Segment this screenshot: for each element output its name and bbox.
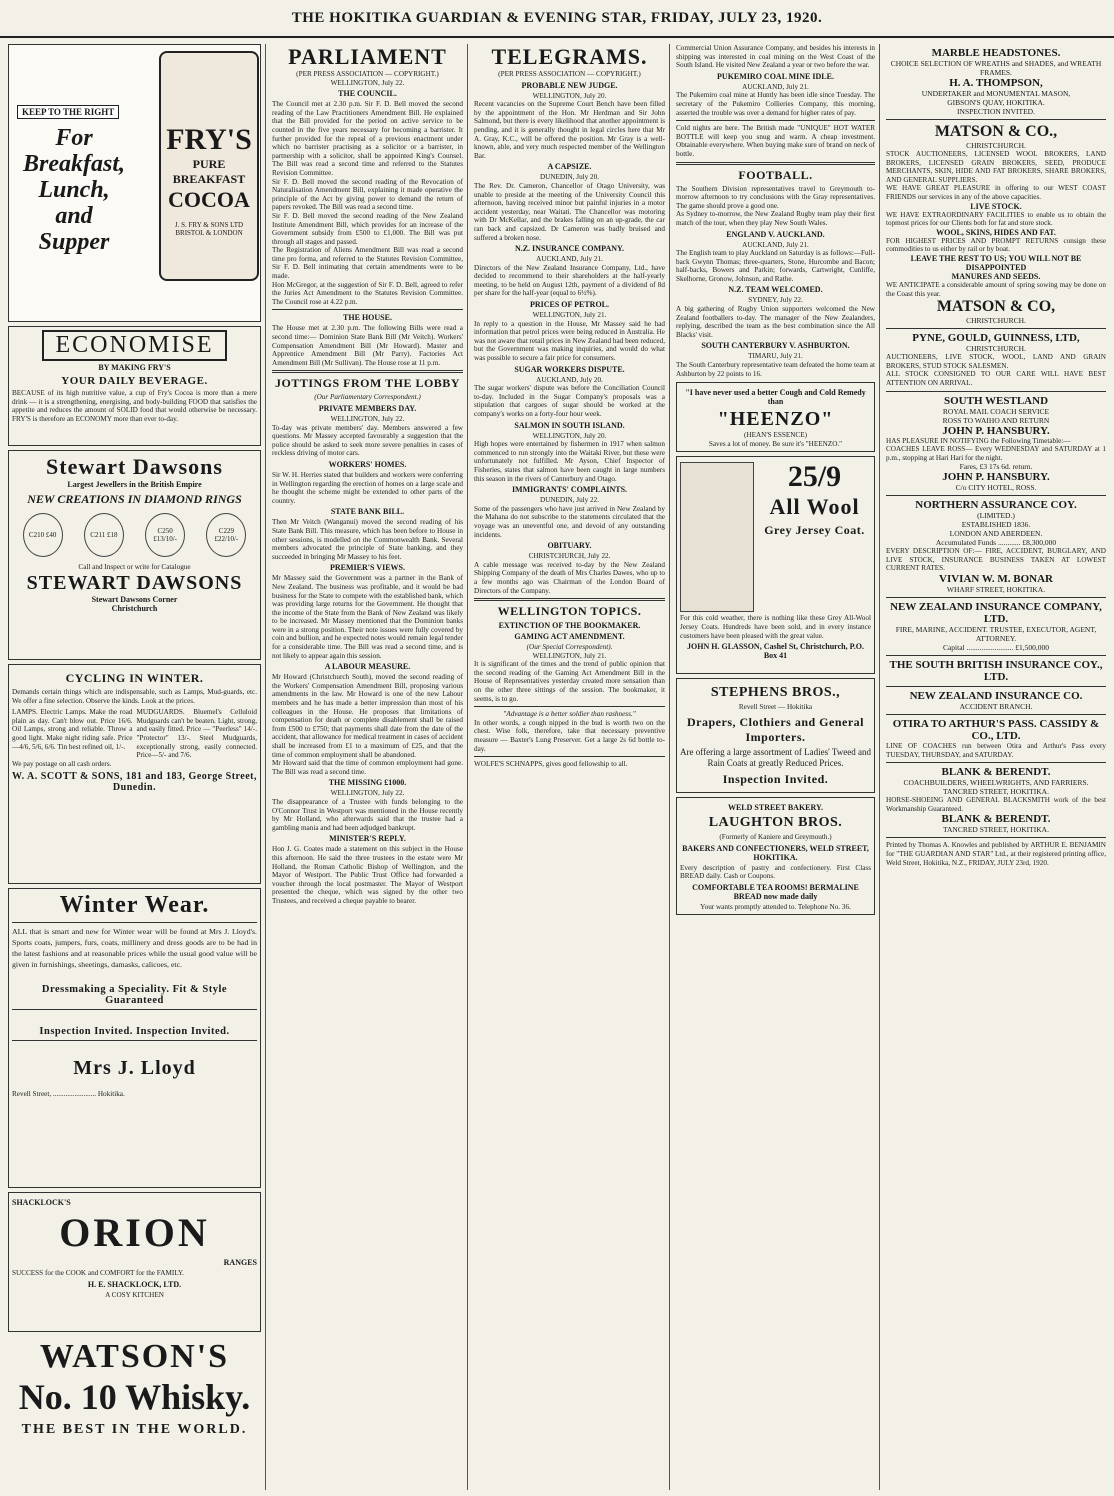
column-5 bbox=[882, 44, 1110, 1490]
heenzo-sub: (HEAN'S ESSENCE) bbox=[744, 431, 807, 440]
inspection-invited: INSPECTION INVITED. bbox=[957, 107, 1035, 116]
dateline: AUCKLAND, July 21. bbox=[742, 82, 809, 91]
fry-maker: J. S. FRY & SONS LTD BRISTOL & LONDON bbox=[174, 221, 244, 237]
article-para: The Rev. Dr. Cameron, Chancellor of Otago University, was unable to preside at the meeting of the University Council this afternoon, having received minor but painful injuries in a motor accident yesterday, near Waitati. The Chancellor was motoring with Dr McKellar, and the brakes falling on an up-grade, the car ran back and capsized. Dr Cameron was badly bruised and suffered a broken nose. bbox=[474, 181, 665, 242]
dateline: CHRISTCHURCH, July 22. bbox=[528, 552, 611, 561]
ring-icon: C211 £18 bbox=[84, 513, 124, 557]
jersey-coat-ad bbox=[676, 456, 875, 674]
stephens-bros-ad bbox=[676, 678, 875, 793]
cycling-lamps: LAMPS. Electric Lamps. Make the road plain as day. Can't blow out. Price 16/6. Oil Lamps, strong and reliable. Throw a good light. Make night riding safe. Price—4/6, 5/6, 6/6. Tin best refined oil, 1/-. bbox=[12, 708, 133, 751]
marble-head: MARBLE HEADSTONES. bbox=[931, 47, 1061, 59]
article-para: High hopes were entertained by fishermen in 1917 when salmon commenced to run strongly into the Waitaki River, but these were unfortunately not fulfilled. Mr Ayson, Chief Inspector of Fisheries, states that salmon have been caught in large numbers this season in the rivers of Canterbury and Otago. bbox=[474, 440, 665, 483]
corr-line: (Our Parliamentary Correspondent.) bbox=[314, 393, 421, 402]
na-est: ESTABLISHED 1836. bbox=[961, 520, 1031, 530]
otira-ad bbox=[886, 715, 1106, 763]
article-para: It is significant of the times and the trend of public opinion that the second reading of the Gaming Act Amendment Bill in the House of Representatives yesterday created more sensation than on the other three sittings of the session. The bookmaker, it seems, is to go. bbox=[474, 660, 665, 703]
ring-icon: C229 £22/10/- bbox=[206, 513, 246, 557]
fry-pure: PURE BREAKFAST bbox=[172, 157, 246, 186]
coat-wool: All Wool bbox=[769, 494, 860, 520]
football-head: FOOTBALL. bbox=[738, 167, 813, 182]
article-para: Mr Howard said that the time of common employment had gone. The Bill was read a second time. bbox=[272, 759, 463, 776]
nzi-head: NEW ZEALAND INSURANCE COMPANY, LTD. bbox=[890, 601, 1102, 626]
sd-call: Call and Inspect or write for Catalogue bbox=[78, 563, 191, 571]
matson-great: WE HAVE GREAT PLEASURE in offering to our WEST COAST FRIENDS our services in any of the above capacities. bbox=[886, 184, 1106, 201]
article-para: Some of the passengers who have just arrived in New Zealand by the Mahana do not subscribe to the statements circulated that the voyage was an uneventful one, and devoid of any outstanding incidents. bbox=[474, 504, 665, 539]
live-stock-body: WE HAVE EXTRAORDINARY FACILITIES to enable us to obtain the topmost prices for our Clients both for fat and store stock. bbox=[886, 210, 1106, 228]
by-making: BY MAKING FRY'S bbox=[98, 363, 171, 372]
dateline: SYDNEY, July 22. bbox=[748, 296, 803, 305]
subhead: PREMIER'S VIEWS. bbox=[330, 563, 405, 573]
article-para: In reply to a question in the House, Mr Massey said he had information that petrol prices were being reduced in Australia. He was not aware that retail prices in New Zealand had been reduced, but the Government was making inquiries, and would do what was possible to secure a fair price for consumers. bbox=[474, 319, 665, 363]
article-para: To-day was private members' day. Members answered a few questions. Mr Massey accepted favourably a suggestion that the police should be asked to seek more severe penalties in cases of reckless driving of motor cars. bbox=[272, 423, 463, 458]
bb-tancred: TANCRED STREET, HOKITIKA. bbox=[943, 787, 1049, 797]
nz-insurance-ad bbox=[886, 598, 1106, 656]
matson-name: MATSON & CO., bbox=[934, 123, 1058, 140]
sd-name2: STEWART DAWSONS bbox=[26, 571, 243, 594]
subhead: OBITUARY. bbox=[547, 541, 592, 551]
ha-thompson: H. A. THOMPSON, bbox=[949, 77, 1043, 89]
subhead: IMMIGRANTS' COMPLAINTS. bbox=[511, 485, 628, 495]
pgg-city: CHRISTCHURCH. bbox=[966, 344, 1026, 354]
bb-coach: COACHBUILDERS, WHEELWRIGHTS, AND FARRIERS. bbox=[903, 778, 1089, 788]
dateline: AUCKLAND, July 20. bbox=[536, 375, 603, 384]
coat-grey: Grey Jersey Coat. bbox=[764, 523, 865, 538]
cycling-ad bbox=[8, 664, 261, 884]
accident-branch: ACCIDENT BRANCH. bbox=[959, 702, 1033, 712]
dateline: WELLINGTON, July 20. bbox=[532, 431, 607, 440]
subhead: ENGLAND V. AUCKLAND. bbox=[726, 229, 825, 239]
watsons-whisky-ad bbox=[8, 1338, 261, 1438]
laughton-bros-ad bbox=[676, 797, 875, 915]
na-ltd: (LIMITED.) bbox=[977, 511, 1015, 521]
telegrams-title: TELEGRAMS. bbox=[491, 44, 648, 69]
city-hotel: C/o CITY HOTEL, ROSS. bbox=[955, 483, 1037, 493]
article-para: Mr Massey said the Government was a partner in the Bank of New Zealand. The business was profitable, and it would be bad business for the State to compete with the established bank, which was providing large returns for the Government. He thought that the income of the State from the Bank of New Zealand was likely to be increased. Mr Massey mentioned that the Dominion banks were in a strong position. Their note issues were fully covered by coin and bullion, and he expected notes would remain legal tender for a considerable time. The Bill was read a second time, and is not likely to appear again this session. bbox=[272, 574, 463, 660]
dateline: WELLINGTON, July 21. bbox=[532, 651, 607, 660]
sd-corner: Stewart Dawsons Corner bbox=[91, 594, 178, 604]
column-4 bbox=[672, 44, 880, 1490]
laughton-name: LAUGHTON BROS. bbox=[708, 815, 843, 830]
matson-ad bbox=[886, 120, 1106, 329]
winter-title: Winter Wear. bbox=[59, 892, 210, 918]
laughton-every: Every description of pastry and confectionery. First Class BREAD daily. Cash or Coupons. bbox=[680, 863, 871, 881]
sw-royal: ROYAL MAIL COACH SERVICE bbox=[942, 406, 1050, 416]
stephens-name: STEPHENS BROS., bbox=[710, 685, 841, 701]
article-para: Mr Howard (Christchurch South), moved the second reading of the Workers' Compensation Amendment Bill, proposing various amendments in the law. Mr Howard is one of the new Labour members and he has made a better impression than most of his colleagues in the House. He proposes that limitations of compensation for death or complete disablement shall be raised from £500 to £750; that payments shall date from the date of the accident, that allowance for medical treatment in cases of accident shall be increased from £1 to a maximum of £25, and that the time of common employment shall be abandoned. bbox=[272, 673, 463, 759]
orion-ranges-ad bbox=[8, 1192, 261, 1332]
matson-city: CHRISTCHURCH. bbox=[966, 141, 1026, 150]
leave-rest: LEAVE THE REST TO US; YOU WILL NOT BE DISAPPOINTED bbox=[910, 253, 1082, 272]
na-funds: Accumulated Funds ............ £8,300,000 bbox=[935, 538, 1057, 548]
cycling-cash: We pay postage on all cash orders. bbox=[12, 759, 112, 768]
bb-horse: HORSE-SHOEING AND GENERAL BLACKSMITH work of the best Workmanship Guaranteed. bbox=[886, 796, 1106, 813]
nzi-accident-ad bbox=[886, 687, 1106, 715]
masthead: THE HOKITIKA GUARDIAN & EVENING STAR, FRIDAY, JULY 23, 1920. bbox=[0, 0, 1114, 38]
article-para: The South Canterbury representative team defeated the home team at Ashburton by 22 points to 16. bbox=[676, 361, 875, 378]
economise-ad bbox=[8, 326, 261, 446]
ring-icon: C250 £13/10/- bbox=[145, 513, 185, 557]
orion-foot: H. E. SHACKLOCK, LTD. bbox=[87, 1279, 182, 1289]
choice: CHOICE SELECTION OF WREATHS and SHADES, and WREATH FRAMES. bbox=[890, 59, 1102, 77]
sd-sub: Largest Jewellers in the British Empire bbox=[67, 480, 202, 489]
coat-body: For this cold weather, there is nothing like these Grey All-Wool Jersey Coats. Hundreds have been sold, and in every instance customers have been pleased with the great value. bbox=[680, 614, 871, 640]
dateline: WELLINGTON, July 22. bbox=[330, 789, 405, 798]
dateline: DUNEDIN, July 22. bbox=[539, 496, 600, 505]
winter-dress: Dressmaking a Speciality. Fit & Style Guaranteed bbox=[41, 984, 228, 1006]
sd-creations: NEW CREATIONS IN DIAMOND RINGS bbox=[27, 492, 242, 506]
column-2 bbox=[268, 44, 468, 1490]
hansbury-note: HAS PLEASURE IN NOTIFYING the Following Timetable:— bbox=[886, 436, 1071, 445]
dateline: WELLINGTON, July 21. bbox=[532, 311, 607, 320]
south-british-ad bbox=[886, 656, 1106, 687]
pgg-body2: ALL STOCK CONSIGNED TO OUR CARE WILL HAVE BEST ATTENTION ON ARRIVAL. bbox=[886, 370, 1106, 387]
subhead: PRICES OF PETROL. bbox=[529, 300, 610, 310]
manures-body: WE ANTICIPATE a considerable amount of spring sowing may be done on the Coast this year. bbox=[886, 280, 1106, 298]
fry-script-text: For Breakfast, Lunch, and Supper bbox=[23, 125, 125, 255]
watson-product: No. 10 Whisky. bbox=[18, 1377, 251, 1417]
undertaker: UNDERTAKER and MONUMENTAL MASON, bbox=[921, 89, 1071, 98]
subhead: THE MISSING £1000. bbox=[328, 778, 407, 788]
fry-cocoa: COCOA bbox=[168, 187, 250, 212]
sw-route: ROSS TO WAIHO AND RETURN bbox=[942, 415, 1050, 425]
article-para: The Pukemiro coal mine at Huntly has been idle since Tuesday. The secretary of the Pukemiro Collieries Company, this morning, asserted the trouble was over a demand for higher rates of pay. bbox=[676, 91, 875, 117]
stephens-addr: Revell Street — Hokitika bbox=[738, 703, 813, 712]
dateline: TIMARU, July 21. bbox=[748, 352, 803, 361]
economise-body: BECAUSE of its high nutritive value, a cup of Fry's Cocoa is more than a mere drink — it is a strengthening, energising, and body-building FOOD that satisfies the appetite and reduces the amount of SOLID food that would otherwise be necessary. FRY'S is therefore an ECONOMY more than ever to-day. bbox=[12, 389, 257, 423]
subhead: SUGAR WORKERS DISPUTE. bbox=[514, 364, 625, 374]
orion-name: ORION bbox=[59, 1210, 210, 1255]
nzi-capital: Capital ......................... £1,500,000 bbox=[942, 643, 1050, 653]
house-head: THE HOUSE. bbox=[343, 313, 392, 323]
sd-name: Stewart Dawsons bbox=[46, 454, 223, 479]
jottings-head: JOTTINGS FROM THE LOBBY bbox=[275, 376, 460, 391]
otira-head: OTIRA TO ARTHUR'S PASS. CASSIDY & CO., LTD. bbox=[892, 718, 1100, 743]
orion-maker: SHACKLOCK'S bbox=[12, 1198, 71, 1207]
frys-cocoa-ad bbox=[8, 44, 261, 322]
winter-name: Mrs J. Lloyd bbox=[73, 1057, 196, 1079]
article-para: As Sydney to-morrow, the New Zealand Rugby team play their first match of the tour, when they play New South Wales. bbox=[676, 210, 875, 227]
na-head: NORTHERN ASSURANCE COY. bbox=[915, 499, 1077, 512]
matson-city2: CHRISTCHURCH. bbox=[966, 316, 1026, 326]
watson-name: WATSON'S bbox=[39, 1338, 230, 1375]
article-para: Sir W. H. Herries stated that builders and workers were conferring in Wellington regarding the erection of homes on a large scale and he thought the scheme might be extended to other parts of the country. bbox=[272, 470, 463, 505]
council-head: THE COUNCIL. bbox=[338, 89, 397, 99]
heenzo-foot: Saves a lot of money. Be sure it's "HEENZO." bbox=[708, 439, 843, 448]
bb-head: BLANK & BERENDT. bbox=[941, 766, 1051, 779]
subhead: PRIVATE MEMBERS DAY. bbox=[318, 404, 417, 413]
stewart-dawsons-ad bbox=[8, 450, 261, 660]
parliament-title: PARLIAMENT bbox=[288, 44, 447, 69]
heenzo-line1: "I have never used a better Cough and Cold Remedy than bbox=[685, 388, 866, 407]
laughton-formerly: (Formerly of Kaniere and Greymouth.) bbox=[719, 833, 832, 841]
heenzo-ad bbox=[676, 382, 875, 452]
sbi-head: THE SOUTH BRITISH INSURANCE COY., LTD. bbox=[889, 659, 1103, 684]
article-para: Commercial Union Assurance Company, and besides his interests in shipping was interested in coal mining on the West Coast of the South Island. He visited New Zealand a year or two before the war. bbox=[676, 44, 875, 70]
cycling-intro: Demands certain things which are indispensable, such as Lamps, Mud-guards, etc. We offer a fine selection. Observe the kinds. Look at the prices. bbox=[12, 688, 257, 705]
article-para: The Registration of Aliens Amendment Bill was read a second time pro forma, and referred to the Statutes Revision Committee, Sir F. D. Bell intimating that certain amendments were to be made. bbox=[272, 246, 463, 281]
article-para: A big gathering of Rugby Union supporters welcomed the New Zealand footballers to-day. The manager of the New Zealanders, replying, described the team as the best combination since the All Blacks' visit. bbox=[676, 305, 875, 339]
bb-head2: BLANK & BERENDT. bbox=[941, 813, 1051, 826]
wharf-st: WHARF STREET, HOKITIKA. bbox=[946, 585, 1046, 595]
orion-tag: SUCCESS for the COOK and COMFORT for the FAMILY. bbox=[12, 1269, 184, 1277]
blank-berendt-ad bbox=[886, 763, 1106, 838]
vivian: VIVIAN W. M. BONAR bbox=[939, 573, 1053, 586]
subhead: A CAPSIZE. bbox=[547, 162, 592, 172]
stephens-inspect: Inspection Invited. bbox=[722, 772, 829, 786]
subhead: WORKERS' HOMES. bbox=[328, 459, 407, 469]
nzi-types: FIRE, MARINE, ACCIDENT. TRUSTEE, EXECUTOR, AGENT, ATTORNEY. bbox=[895, 625, 1097, 644]
coaches: COACHES LEAVE ROSS— Every WEDNESDAY and SATURDAY at 1 p.m., stopping at Hari Hari for the night. bbox=[886, 445, 1106, 462]
thompson-ad bbox=[886, 44, 1106, 120]
weld-bakery: WELD STREET BAKERY. bbox=[727, 803, 824, 812]
wool-head: WOOL, SKINS, HIDES AND FAT. bbox=[936, 227, 1056, 237]
subhead: STATE BANK BILL. bbox=[330, 507, 405, 517]
orion-cosy: A COSY KITCHEN bbox=[105, 1290, 164, 1299]
wool-body: FOR HIGHEST PRICES AND PROMPT RETURNS consign these commodities to us either by rail or by boat. bbox=[886, 236, 1106, 254]
subhead: A LABOUR MEASURE. bbox=[324, 662, 411, 672]
fry-brand: FRY'S bbox=[166, 123, 252, 156]
column-1 bbox=[4, 44, 266, 1490]
wellington-topics: WELLINGTON TOPICS. bbox=[497, 604, 642, 619]
article-para: Directors of the New Zealand Insurance Company, Ltd., have decided to recommend to their shareholders at the half-yearly meeting, to be held on August 12th, payment of a dividend of 8d per share for the half-year (equal to 6½%). bbox=[474, 263, 665, 298]
hot-water-bottle-ad: Cold nights are here. The British made "UNIQUE" HOT WATER BOTTLE will keep you snug and warm. A cheap investment. Obtainable everywhere. When buying make sure of brand on neck of bottle. bbox=[676, 124, 875, 158]
na-london: LONDON AND ABERDEEN. bbox=[949, 529, 1043, 539]
laughton-orders: Your wants promptly attended to. Telephone No. 36. bbox=[700, 902, 851, 911]
cocoa-tin-illustration bbox=[159, 51, 259, 281]
sd-city: Christchurch bbox=[111, 603, 158, 613]
laughton-bakers: BAKERS AND CONFECTIONERS, WELD STREET, HOKITIKA. bbox=[682, 843, 869, 862]
cycling-guards: MUDGUARDS. Bluemel's Celluloid Mudguards can't be beaten. Light, strong, and easily fitted. Price — "Peerless" 14/-. "Protector" 13/-. Steel Mudguards, exceptionally strong, easily connected. Price—5/- and 7/6. bbox=[136, 708, 257, 760]
nzi3-head: NEW ZEALAND INSURANCE CO. bbox=[909, 690, 1083, 703]
article-para: The Southern Division representatives travel to Greymouth to-morrow afternoon to try conclusions with the Gray representatives. The game should prove a good one. bbox=[676, 184, 875, 210]
article-para: The English team to play Auckland on Saturday is as follows:—Full-back Gwynn Thomas; three-quarters, Stone, Hurcombe and Bacon; half-backs, Bowers and Parkin; forwards, Cartwright, Cunliffe, Skelhorne, Gronow, Johnson, and Rathe. bbox=[676, 249, 875, 283]
article-para: The disappearance of a Trustee with funds belonging to the O'Connor Trust in Westport was mentioned in the House recently by Mr Holland, who afterwards said that the trustee had a gambling mania and had been adjudged bankrupt. bbox=[272, 797, 463, 832]
article-para: Sir F. D. Bell moved the second reading of the New Zealand Institute Amendment Bill, which provides for an increase of the Government subsidy from £500 to £1,000. The Bill was put through all stages and passed. bbox=[272, 211, 463, 246]
ring-row bbox=[12, 513, 257, 557]
winter-body: ALL that is smart and new for Winter wear will be found at Mrs J. Lloyd's. Sports coats, jumpers, furs, coats, millinery and dress goods are to be had in the latest fashions and at reasonable prices while the usual good value will be given in furnishings, sheetings, damasks, calicoes, etc. bbox=[12, 927, 257, 969]
cycling-title: CYCLING IN WINTER. bbox=[65, 671, 204, 685]
winter-addr: Revell Street, ........................ Hokitika. bbox=[12, 1090, 125, 1098]
cycling-firm: W. A. SCOTT & SONS, 181 and 183, George Street, Dunedin. bbox=[12, 771, 257, 794]
subhead: SALMON IN SOUTH ISLAND. bbox=[514, 420, 625, 430]
bb-tancred2: TANCRED STREET, HOKITIKA. bbox=[943, 825, 1049, 835]
winter-inspect: Inspection Invited. Inspection Invited. bbox=[39, 1026, 230, 1037]
stephens-offer: Are offering a large assortment of Ladies' Tweed and Rain Coats at greatly Reduced Prices. bbox=[680, 747, 871, 768]
column-3 bbox=[470, 44, 670, 1490]
matson-name2: MATSON & CO, bbox=[936, 298, 1056, 316]
article-para: In other words, a cough nipped in the bud is worth two on the chest. Wise folk, therefore, take that necessary preventive measure — Baxter's Lung Preserver. Get a large 2s 6d bottle to-day. bbox=[474, 718, 665, 753]
watson-tagline: THE BEST IN THE WORLD. bbox=[21, 1422, 248, 1437]
pgg-ad bbox=[886, 329, 1106, 391]
na-every: EVERY DESCRIPTION OF:— FIRE, ACCIDENT, BURGLARY, AND LIVE STOCK, INSURANCE BUSINESS TAKEN AT LOWEST CURRENT RATES. bbox=[886, 547, 1106, 573]
article-para: A cable message was received to-day by the New Zealand Shipping Company of the death of Mrs Charles Dawes, who up to a few months ago was Chairman of the London Board of Directors of the Company. bbox=[474, 560, 665, 595]
otira-body: LINE OF COACHES run between Otira and Arthur's Pass every TUESDAY, THURSDAY, and SATURDAY. bbox=[886, 742, 1106, 759]
sw-head: SOUTH WESTLAND bbox=[943, 394, 1049, 407]
woman-in-coat-illustration bbox=[680, 462, 754, 612]
left-ads bbox=[886, 44, 1106, 392]
press-line: (PER PRESS ASSOCIATION — COPYRIGHT.) bbox=[498, 70, 641, 78]
article-para: The sugar workers' dispute was before the Conciliation Council to-day. Included in the Sugar Company's proposals was a stipulation that cargoes of sugar should be worked at the company's works on a forty-four hour week. bbox=[474, 384, 665, 418]
dateline: DUNEDIN, July 20. bbox=[539, 173, 600, 182]
subhead: PROBABLE NEW JUDGE. bbox=[521, 80, 618, 90]
dateline: WELLINGTON, July 22. bbox=[330, 78, 405, 87]
subhead: N.Z. TEAM WELCOMED. bbox=[728, 285, 823, 295]
stephens-drapers: Drapers, Clothiers and General Importers. bbox=[687, 715, 864, 744]
baxter-quote: "Advantage is a better soldier than rashness." bbox=[503, 710, 636, 719]
northern-assurance-ad bbox=[886, 496, 1106, 598]
dateline: WELLINGTON, July 20. bbox=[532, 91, 607, 100]
article-para: Then Mr Veitch (Wanganui) moved the second reading of his State Bank Bill. This measure, which has been before to House in other sessions, is modelled on the Commonwealth Bank. Several members advocated the principle of State banking, and they succeeded in bringing Mr Massey to his feet. bbox=[272, 518, 463, 561]
subhead: SOUTH CANTERBURY V. ASHBURTON. bbox=[701, 341, 850, 351]
dateline: AUCKLAND, July 21. bbox=[536, 255, 603, 264]
subhead: N.Z. INSURANCE COMPANY. bbox=[514, 244, 625, 254]
press-line: (PER PRESS ASSOCIATION — COPYRIGHT.) bbox=[296, 70, 439, 78]
matson-stock: STOCK AUCTIONEERS, LICENSED WOOL BROKERS, LAND BROKERS, LICENSED GRAIN BROKERS, SEED, PRODUCE MERCHANTS, SKIN, HIDE AND FAT BROKERS, SHARE BROKERS, AND GENERAL SUPPLIERS. bbox=[886, 150, 1106, 184]
coat-price: 25/9 bbox=[787, 460, 842, 494]
subhead: GAMING ACT AMENDMENT. bbox=[514, 632, 625, 642]
heenzo-name: "HEENZO" bbox=[717, 408, 834, 431]
manures-head: MANURES AND SEEDS. bbox=[951, 271, 1041, 281]
dateline: AUCKLAND, July 21. bbox=[742, 240, 809, 249]
economise-heading: ECONOMISE bbox=[42, 330, 227, 361]
hansbury2: JOHN P. HANSBURY. bbox=[942, 471, 1050, 484]
daily-beverage: YOUR DAILY BEVERAGE. bbox=[61, 375, 208, 387]
article-para: Recent vacancies on the Supreme Court Bench have been filled by the appointment of the Hon. Mr Herdman and Sir John Salmond, but there is every likelihood that another appointment is pending, and it is generally thought in legal circles here that Mr A. Gray, K.C., will be offered the position. Mr Gray is a well-known, able, and very much respected member of the Wellington Bar. bbox=[474, 100, 665, 160]
subhead: PUKEMIRO COAL MINE IDLE. bbox=[717, 71, 834, 81]
south-westland-ad bbox=[886, 392, 1106, 497]
article-para: Hon McGregor, at the suggestion of Sir F. D. Bell, agreed to refer the Juries Act Amendment to the Statutes Revision Committee. The Council rose at 4.22 p.m. bbox=[272, 280, 463, 306]
fares: Fares, £3 17s 6d. return. bbox=[959, 462, 1033, 472]
gibsons-quay: GIBSON'S QUAY, HOKITIKA. bbox=[947, 98, 1045, 107]
ring-icon: C210 £40 bbox=[23, 513, 63, 557]
article-para: The Council met at 2.30 p.m. Sir F. D. Bell moved the second reading of the Law Practitioners Amendment Bill. He explained that the Bill provided for the period on active service to be counted in the five years necessary for becoming a barrister. It further provided for the repeal of a previous enactment under which no barrister practising as a solicitor or a barrister, in partnership with a solicitor, shall be appointed King's Counsel. The Bill was read a second time and referred to the Statutes Revision Committee. bbox=[272, 100, 463, 177]
article-para: Hon J. G. Coates made a statement on this subject in the House this afternoon. He said the three trustees in the estate were Mr Holland, the Roman Catholic Bishop of Wellington, and the Mayor of Westport. The Public Trust Office had forwarded a voucher through the local postmaster. The Mayor of Westport presented the cheque, which was signed by the other two Trustees, and received a cheque payable to bearer. bbox=[272, 845, 463, 905]
laughton-tea: COMFORTABLE TEA ROOMS! BERMALINE BREAD now made daily bbox=[692, 882, 859, 901]
imprint: Printed by Thomas A. Knowles and published by ARTHUR E. BENJAMIN for "THE GUARDIAN AND STAR" Ltd., at their registered printing office, Weld Street, Hokitika, N.Z., FRIDAY, JULY 23rd, 1920. bbox=[886, 841, 1106, 867]
article-para: The House met at 2.30 p.m. The following Bills were read a second time:— Dominion State Bank Bill (Mr Veitch). Workers' Compensation Amendment Bill (Mr Howard). Master and Apprentice Amendment Bill (Mr Parry). Factories Act Amendment Bill (Mr Sullivan). The House rose at 11 p.m. bbox=[272, 324, 463, 367]
corr-line: (Our Special Correspondent). bbox=[526, 643, 613, 652]
wolfe-ad: WOLFE'S SCHNAPPS, gives good fellowship to all. bbox=[474, 760, 628, 769]
pgg-body: AUCTIONEERS, LIVE STOCK, WOOL, LAND AND GRAIN BROKERS, STUD STOCK SALESMEN. bbox=[886, 353, 1106, 370]
subhead: MINISTER'S REPLY. bbox=[329, 834, 406, 844]
keep-right-sign: KEEP TO THE RIGHT bbox=[17, 105, 119, 119]
hansbury: JOHN P. HANSBURY. bbox=[942, 424, 1050, 437]
glasson: JOHN H. GLASSON, Cashel St, Christchurch, P.O. Box 41 bbox=[687, 642, 864, 661]
article-para: Sir F. D. Bell moved the second reading of the Revocation of Naturalisation Amendment Bill, explaining it made operative the principle of the Act by giving power to demand the return of papers revoked. The Bill was read a second time. bbox=[272, 177, 463, 212]
live-stock: LIVE STOCK. bbox=[970, 201, 1022, 211]
orion-ranges: RANGES bbox=[223, 1258, 257, 1267]
winter-wear-ad bbox=[8, 888, 261, 1188]
subhead: EXTINCTION OF THE BOOKMAKER. bbox=[498, 621, 641, 631]
dateline: WELLINGTON, July 22. bbox=[330, 415, 405, 423]
pgg-name: PYNE, GOULD, GUINNESS, LTD, bbox=[912, 332, 1080, 345]
